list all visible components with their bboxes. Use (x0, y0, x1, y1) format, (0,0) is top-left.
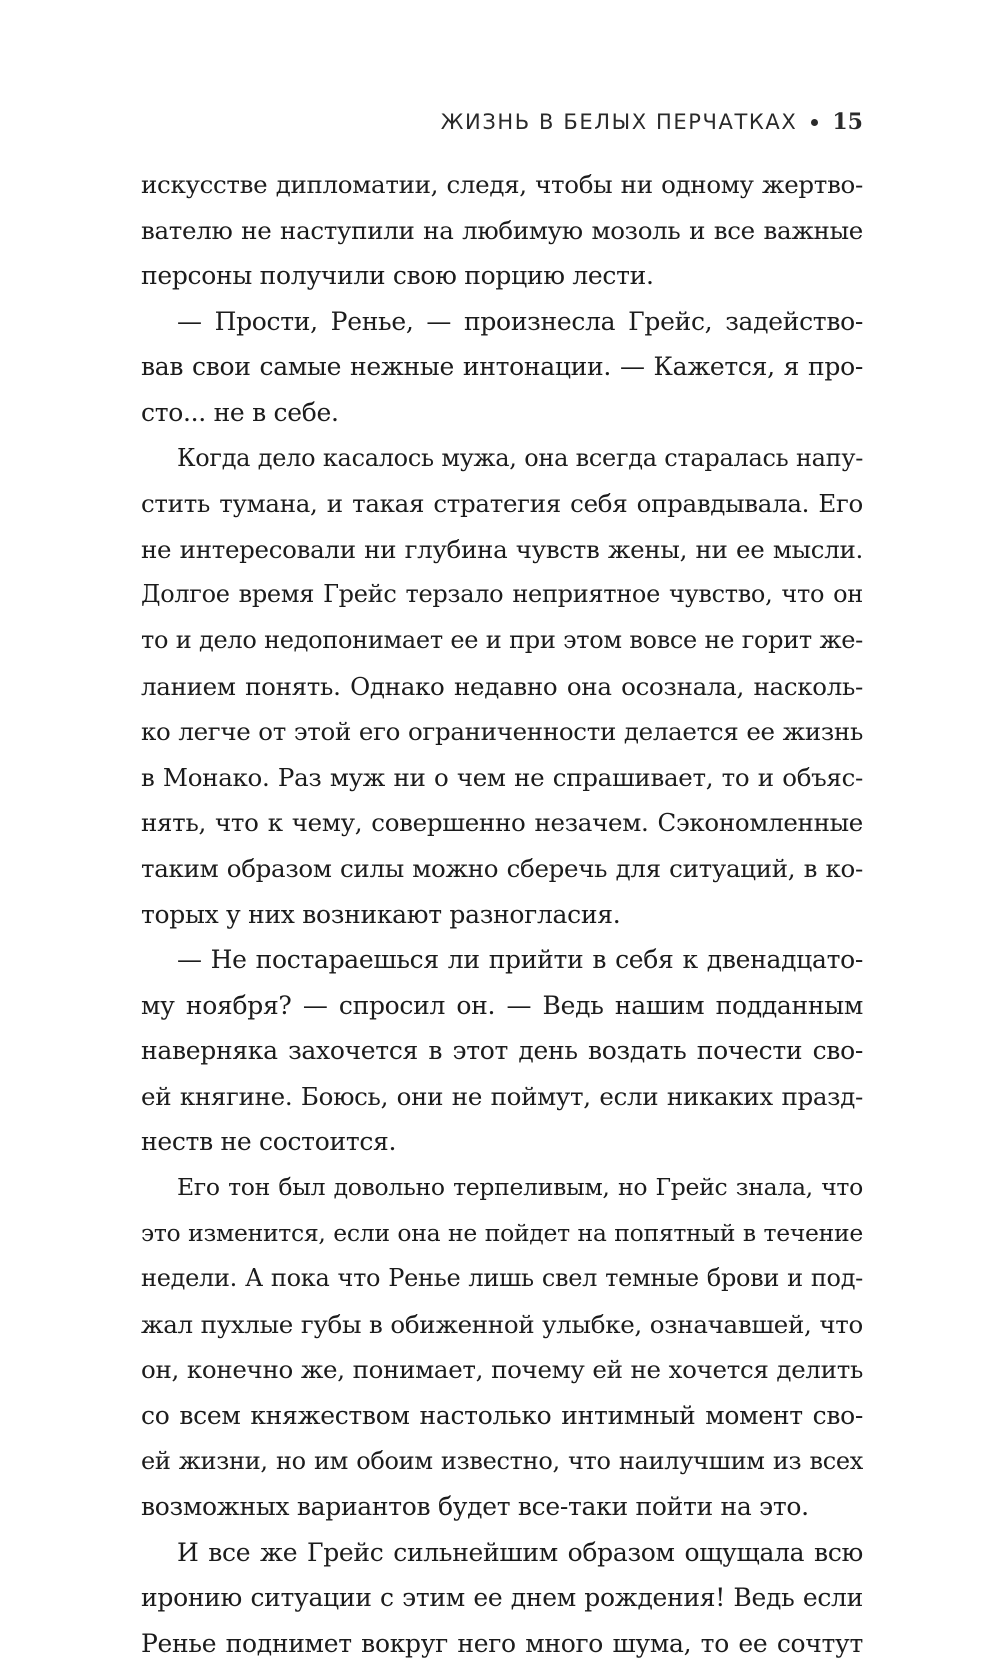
text-line: таким образом силы можно сберечь для ситуаций, в ко- (141, 853, 863, 883)
text-line: жал пухлые губы в обиженной улыбке, означавшей, что (141, 1309, 863, 1339)
text-line: И все же Грейс сильнейшим образом ощущала всю (177, 1537, 863, 1567)
text-line: ей княгине. Боюсь, они не поймут, если никаких празд- (141, 1081, 863, 1111)
page-number: 15 (832, 109, 863, 135)
text-line: в Монако. Раз муж ни о чем не спрашивает, то и объяс- (141, 762, 863, 792)
text-line: Долгое время Грейс терзало неприятное чувство, что он (141, 580, 863, 609)
text-line: Ренье поднимет вокруг него много шума, то ее сочтут (141, 1629, 863, 1658)
text-line: му ноября? — спросил он. — Ведь нашим подданным (141, 990, 863, 1020)
text-line: то и дело недопонимает ее и при этом вовсе не горит же- (141, 625, 863, 654)
text-line: Когда дело касалось мужа, она всегда старалась напу- (177, 443, 863, 472)
text-line: сто... не в себе. (141, 397, 339, 427)
text-line: вателю не наступили на любимую мозоль и все важные (141, 215, 863, 245)
text-line: — Прости, Ренье, — произнесла Грейс, задейство- (177, 306, 863, 336)
text-line: он, конечно же, понимает, почему ей не хочется делить (141, 1355, 863, 1385)
text-line: не интересовали ни глубина чувств жены, ни ее мысли. (141, 534, 863, 564)
text-line: — Не постараешься ли прийти в себя к двенадцато- (177, 945, 863, 975)
text-line: Его тон был довольно терпеливым, но Грейс знала, что (177, 1173, 863, 1202)
running-header-title: ЖИЗНЬ В БЕЛЫХ ПЕРЧАТКАХ (440, 110, 798, 134)
text-line: ей жизни, но им обоим известно, что наилучшим из всех (141, 1446, 863, 1475)
text-line: торых у них возникают разногласия. (141, 899, 621, 929)
text-line: это изменится, если она не пойдет на попятный в течение (141, 1218, 863, 1247)
text-line: стить тумана, и такая стратегия себя оправдывала. Его (141, 489, 863, 519)
running-header (441, 104, 863, 140)
text-line: иронию ситуации с этим ее днем рождения! Ведь если (141, 1583, 863, 1613)
text-line: ко легче от этой его ограниченности делается ее жизнь (141, 717, 863, 747)
text-line: нять, что к чему, совершенно незачем. Сэкономленные (141, 808, 863, 838)
text-line: недели. А пока что Ренье лишь свел темные брови и под- (141, 1264, 863, 1293)
text-line: ланием понять. Однако недавно она осознала, насколь- (141, 671, 863, 701)
text-line: неств не состоится. (141, 1127, 397, 1157)
text-line: искусстве дипломатии, следя, чтобы ни одному жертво- (141, 170, 863, 199)
text-line: наверняка захочется в этот день воздать почести сво- (141, 1036, 863, 1066)
bullet-separator-icon (811, 119, 818, 126)
text-line: персоны получили свою порцию лести. (141, 261, 654, 291)
text-line: вав свои самые нежные интонации. — Кажется, я про- (141, 352, 863, 382)
body-text (141, 162, 863, 1667)
text-line: со всем княжеством настолько интимный момент сво- (141, 1401, 863, 1431)
text-line: возможных вариантов будет все-таки пойти на это. (141, 1492, 809, 1522)
